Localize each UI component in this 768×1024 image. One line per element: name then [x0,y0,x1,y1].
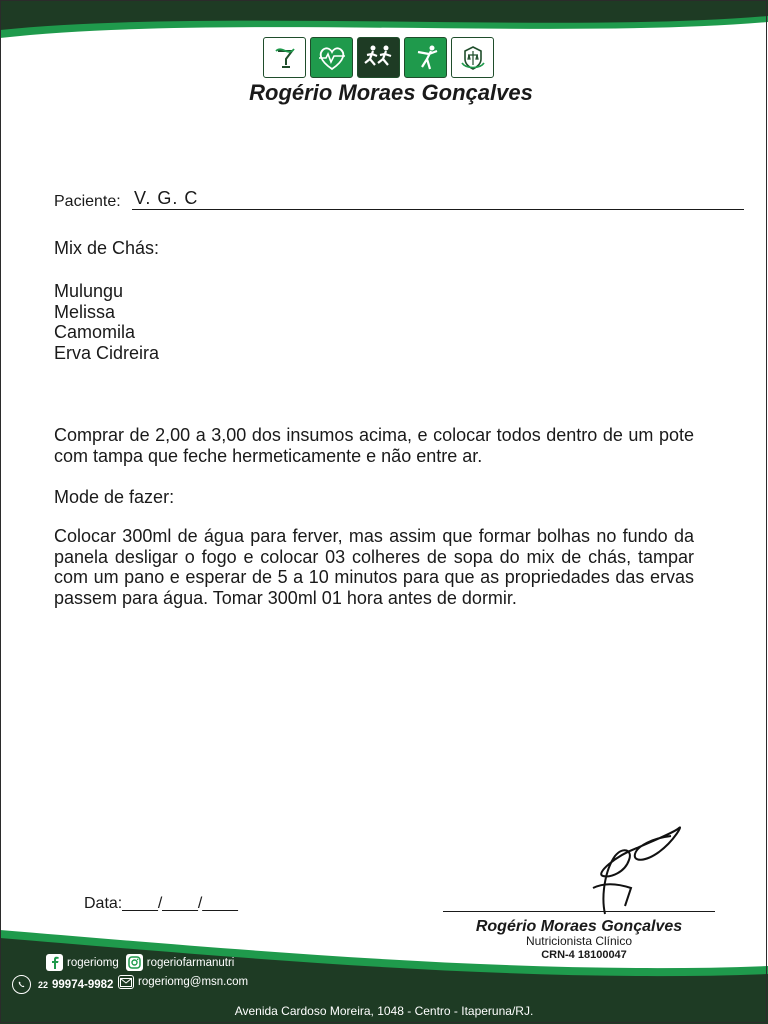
list-item: Melissa [54,301,116,322]
email-address: rogeriomg@msn.com [138,976,249,988]
address-line: Avenida Cardoso Moreira, 1048 - Centro - Itaperuna/RJ. [234,1004,534,1018]
mix-title: Mix de Chás: [54,238,160,258]
signer-crn: CRN-4 18100047 [541,949,627,961]
patient-field [54,188,744,212]
whatsapp-icon [12,975,31,994]
brand-name: Rogério Moraes Gonçalves [249,80,533,105]
email-contact[interactable] [118,975,248,989]
list-item: Camomila [54,322,136,342]
facebook-icon [46,954,63,971]
list-item: Mulungu [54,281,124,301]
runners-icon [357,37,400,78]
patient-label: Paciente: [54,193,121,210]
facebook-handle: rogeriomg [67,956,119,969]
buy-instructions: Comprar de 2,00 a 3,00 dos insumos acima, e colocar todos dentro de um pote com tampa que feche hermeticamente e não entre ar. [54,425,694,466]
signer-name: Rogério Moraes Gonçalves [475,918,683,935]
pharmacy-icon [263,37,306,78]
date-field: Data:____/____/____ [84,895,238,912]
phone-contact[interactable] [12,975,113,994]
patient-value: V. G. C [134,188,199,208]
list-item: Erva Cidreira [54,342,160,363]
legal-crest-icon [451,37,494,78]
signature-line [443,911,715,912]
heart-ecg-icon [310,37,353,78]
preparation-instructions: Colocar 300ml de água para ferver, mas assim que formar bolhas no fundo da panela desligar o fogo e colocar 03 colheres de sopa do mix de chás, tampar com um pano e esperar de 5 a 10 minutos para que as propriedades das ervas passem para água. Tomar 300ml 01 hora antes de dormir. [54,526,694,608]
logo-row [263,37,494,78]
instagram-icon [126,954,143,971]
facebook-contact[interactable] [46,954,234,971]
instagram-handle: rogeriofarmanutri [146,956,235,969]
handwritten-signature [575,826,685,916]
herb-list [54,281,694,363]
mode-title: Mode de fazer: [54,487,175,507]
patient-underline [132,209,744,210]
signer-title: Nutricionista Clínico [525,934,633,948]
phone-area-code: 22 [38,979,49,990]
header-wave [0,0,768,40]
phone-number: 99974-9982 [52,978,114,991]
mail-icon [118,975,134,989]
athlete-icon [404,37,447,78]
